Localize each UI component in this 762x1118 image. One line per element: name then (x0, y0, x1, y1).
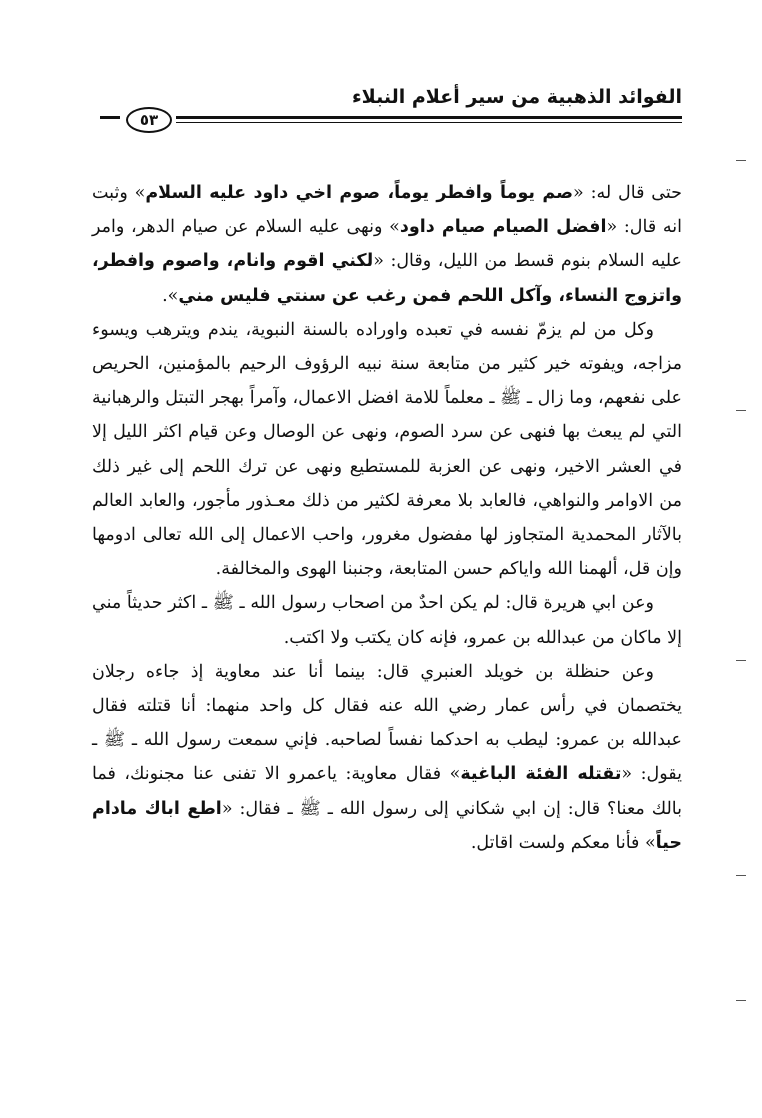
header-rule-thick (176, 116, 682, 119)
text-run: » فأنا معكم ولست اقاتل. (470, 832, 656, 853)
header-title: الفوائد الذهبية من سير أعلام النبلاء (351, 86, 682, 108)
body-text (92, 176, 682, 860)
margin-mark (736, 160, 746, 161)
text-run: حتى قال له: « (573, 183, 682, 203)
paragraph (92, 176, 682, 313)
hadith-quote: اطع اباك مادام حياً (92, 798, 682, 853)
page-number: ٥٣ (126, 107, 172, 133)
text-run: وعن ابي هريرة قال: لم يكن احدٌ من اصحاب رسول الله ـ ﷺ ـ اكثر حديثاً مني إلا ماكان من عبدالله بن عمرو، فإنه كان يكتب ولا اكتب. (92, 593, 682, 648)
text-run: وكل من لم يزمّ نفسه في تعبده واوراده بالسنة النبوية، يندم ويترهب ويسوء مزاجه، ويفوته خير كثير من متابعة سنة نبيه الرؤوف الرحيم بالمؤمنين، الحريص على نفعهم، وما زال ـ ﷺ ـ معلماً للامة افضل الاعمال، وآمراً بهجر التبتل والرهبانية التي لم يبعث بها فنهى عن سرد الصوم، ونهى عن الوصال وعن قيام اكثر الليل إلا في العشر الاخير، ونهى عن العزبة للمستطيع ونهى عن ترك اللحم إلى غير ذلك من الاوامر والنواهي، فالعابد بلا معرفة لكثير من ذلك معـذور مأجور، والعابد العالم بالآثار المحمدية المتجاوز لها مفضول مغرور، واحب الاعمال إلى الله تعالى ادومها وإن قل، ألهمنا الله واياكم حسن المتابعة، وجنبنا الهوى والمخالفة. (92, 319, 682, 580)
running-header (100, 86, 682, 146)
margin-mark (736, 660, 746, 661)
hadith-quote: افضل الصيام صيام داود (399, 217, 607, 238)
text-run: وعن حنظلة بن خويلد العنبري قال: بينما أنا عند معاوية إذ جاءه رجلان يختصمان في رأس عمار رضي الله عنه فقال كل واحد منهما: أنا قتلته فقال عبدالله بن عمرو: ليطب به احدكما نفساً لصاحبه. فإني سمعت رسول الله ـ ﷺ ـ يقول: « (92, 661, 683, 785)
text-run: » وثبت انه قال: « (92, 183, 682, 238)
header-rule-dash (100, 116, 120, 119)
hadith-quote: صم يوماً وافطر يوماً، صوم اخي داود عليه السلام (145, 183, 574, 203)
hadith-quote: لكني اقوم وانام، واصوم وافطر، واتزوج النساء، وآكل اللحم فمن رغب عن سنتي فليس مني (92, 251, 682, 306)
margin-mark (736, 1000, 746, 1001)
margin-mark (736, 410, 746, 411)
header-rule-thin (176, 122, 682, 123)
margin-mark (736, 875, 746, 876)
paragraph (92, 586, 682, 654)
paragraph (92, 655, 682, 860)
text-run: » ونهى عليه السلام عن صيام الدهر، وامر عليه السلام بنوم قسط من الليل، وقال: « (92, 217, 682, 272)
hadith-quote: تقتله الفئة الباغية (460, 764, 622, 785)
paragraph (92, 313, 682, 587)
text-run: ». (162, 285, 179, 306)
text-run: » فقال معاوية: ياعمرو الا تفنى عنا مجنونك، فما بالك معنا؟ قال: إن ابي شكاني إلى رسول الله ـ ﷺ ـ فقال: « (92, 764, 682, 819)
